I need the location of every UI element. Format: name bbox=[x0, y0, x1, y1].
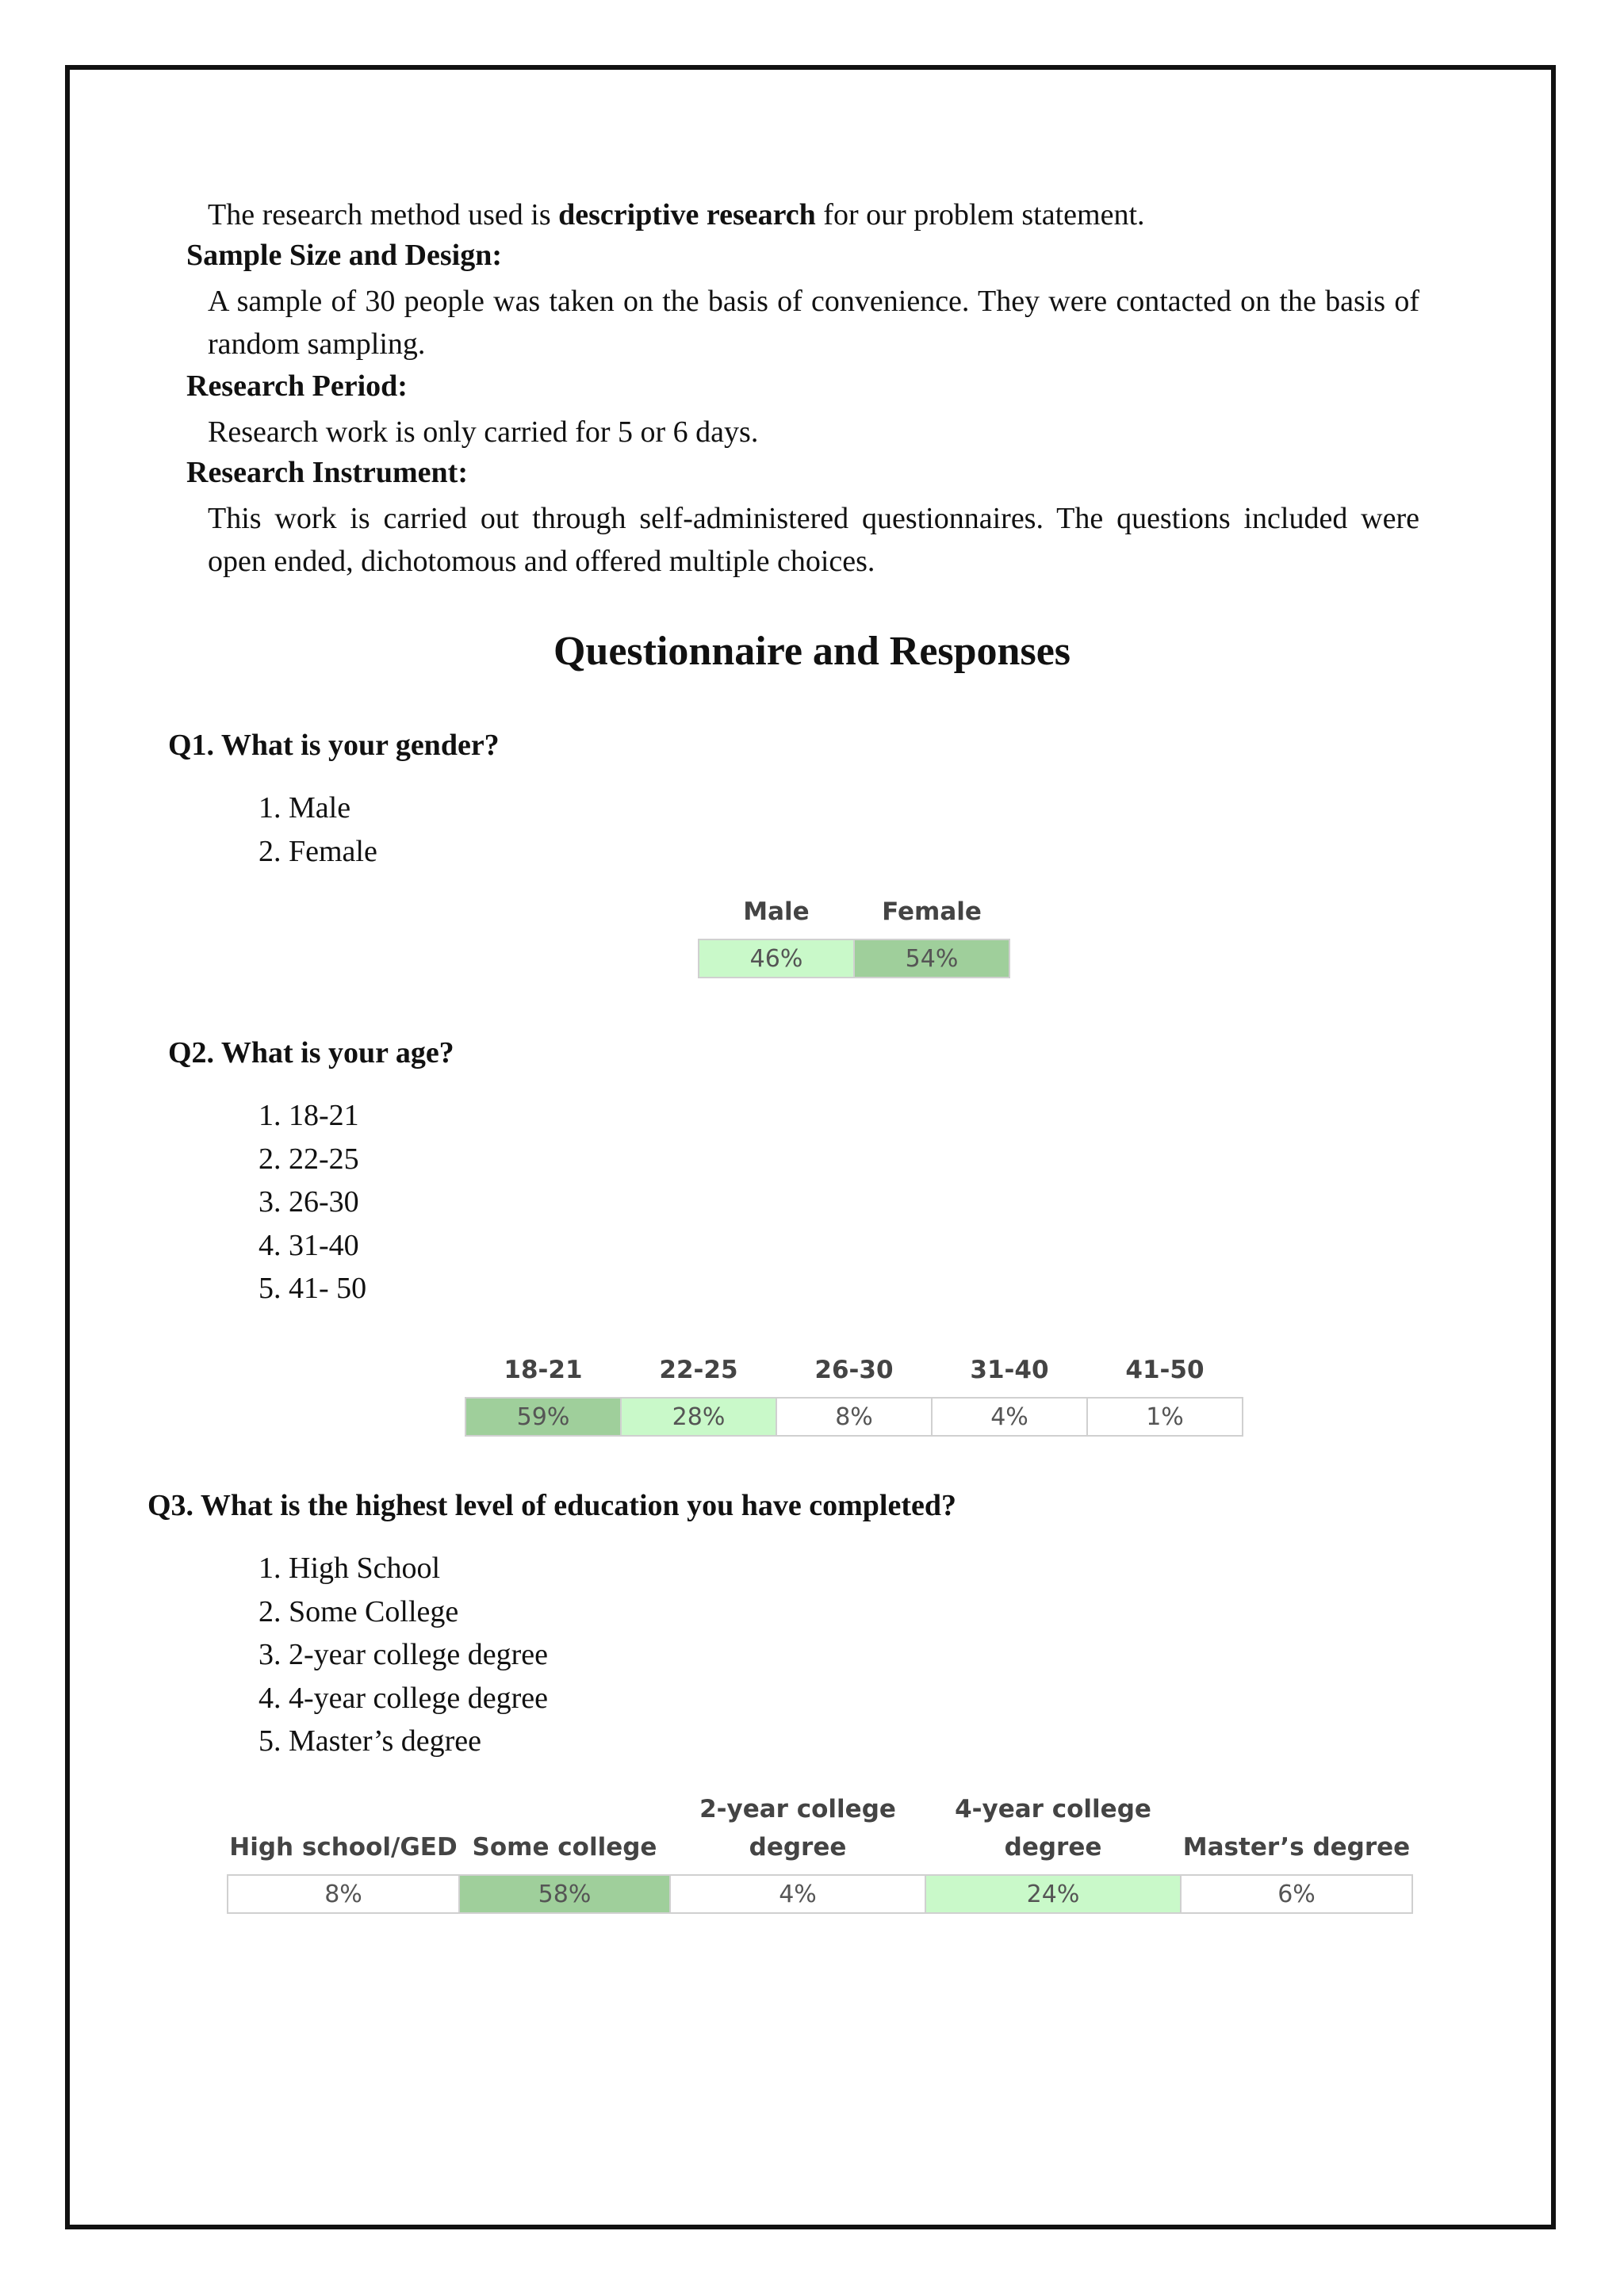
q3-header: 4-year college degree bbox=[955, 1795, 1151, 1862]
q2-header: 22-25 bbox=[659, 1356, 738, 1384]
q3-value: 8% bbox=[228, 1875, 459, 1913]
q2-value: 1% bbox=[1087, 1398, 1243, 1436]
q2-value: 59% bbox=[465, 1398, 621, 1436]
q2-options bbox=[255, 1094, 366, 1311]
intro-post: for our problem statement. bbox=[823, 198, 1145, 232]
q1-value: 46% bbox=[699, 939, 854, 978]
q3-value: 58% bbox=[459, 1875, 670, 1913]
q2-header: 41-50 bbox=[1125, 1356, 1205, 1384]
q1-option: 2. Female bbox=[289, 830, 377, 874]
sample-size-text: A sample of 30 people was taken on the basis of convenience. They were contacted on the basis of random sampling. bbox=[208, 285, 1419, 361]
q2-option: 3. 26-30 bbox=[289, 1181, 366, 1224]
research-instrument-text: This work is carried out through self-administered questionnaires. The questions included were open ended, dichotomous and offered multiple choices. bbox=[208, 502, 1419, 578]
sample-size-heading: Sample Size and Design: bbox=[186, 239, 502, 272]
q1-header: Male bbox=[743, 897, 810, 926]
q2-response-table bbox=[465, 1351, 1243, 1437]
q3-option: 4. 4-year college degree bbox=[289, 1677, 548, 1720]
q2-value: 8% bbox=[776, 1398, 932, 1436]
q3-header: Some college bbox=[472, 1833, 657, 1862]
q2-value: 4% bbox=[932, 1398, 1087, 1436]
intro-line bbox=[208, 193, 1145, 236]
research-instrument-heading: Research Instrument: bbox=[186, 456, 468, 489]
q2-header: 26-30 bbox=[814, 1356, 894, 1384]
page-title: Questionnaire and Responses bbox=[553, 629, 1071, 674]
q3-header: High school/GED bbox=[229, 1833, 458, 1862]
q3-option: 1. High School bbox=[289, 1547, 548, 1590]
q2-option: 4. 31-40 bbox=[289, 1224, 366, 1268]
q3-value: 4% bbox=[670, 1875, 925, 1913]
intro-bold: descriptive research bbox=[558, 198, 816, 232]
q1-response-table bbox=[698, 893, 1010, 978]
q3-options bbox=[255, 1547, 548, 1763]
q1-header: Female bbox=[882, 897, 982, 926]
intro-pre: The research method used is bbox=[208, 198, 551, 232]
q2-header: 18-21 bbox=[504, 1356, 583, 1384]
q3-question: Q3. What is the highest level of education you have completed? bbox=[147, 1489, 957, 1522]
q3-option: 2. Some College bbox=[289, 1590, 548, 1634]
q2-value: 28% bbox=[621, 1398, 776, 1436]
q3-response-table bbox=[227, 1790, 1413, 1914]
q1-value: 54% bbox=[854, 939, 1009, 978]
research-period-heading: Research Period: bbox=[186, 369, 408, 403]
q1-option: 1. Male bbox=[289, 786, 377, 830]
q2-option: 2. 22-25 bbox=[289, 1138, 366, 1181]
q3-value: 24% bbox=[925, 1875, 1181, 1913]
q1-options bbox=[255, 786, 377, 873]
q2-option: 1. 18-21 bbox=[289, 1094, 366, 1138]
q3-option: 5. Master’s degree bbox=[289, 1720, 548, 1763]
q3-value: 6% bbox=[1181, 1875, 1412, 1913]
q2-header: 31-40 bbox=[970, 1356, 1049, 1384]
q2-option: 5. 41- 50 bbox=[289, 1267, 366, 1311]
q3-header: Master’s degree bbox=[1182, 1833, 1411, 1862]
research-period-text: Research work is only carried for 5 or 6 days. bbox=[208, 415, 759, 449]
q1-question: Q1. What is your gender? bbox=[168, 729, 500, 762]
q3-header: 2-year college degree bbox=[699, 1795, 896, 1862]
q2-question: Q2. What is your age? bbox=[168, 1036, 454, 1070]
q3-option: 3. 2-year college degree bbox=[289, 1633, 548, 1677]
